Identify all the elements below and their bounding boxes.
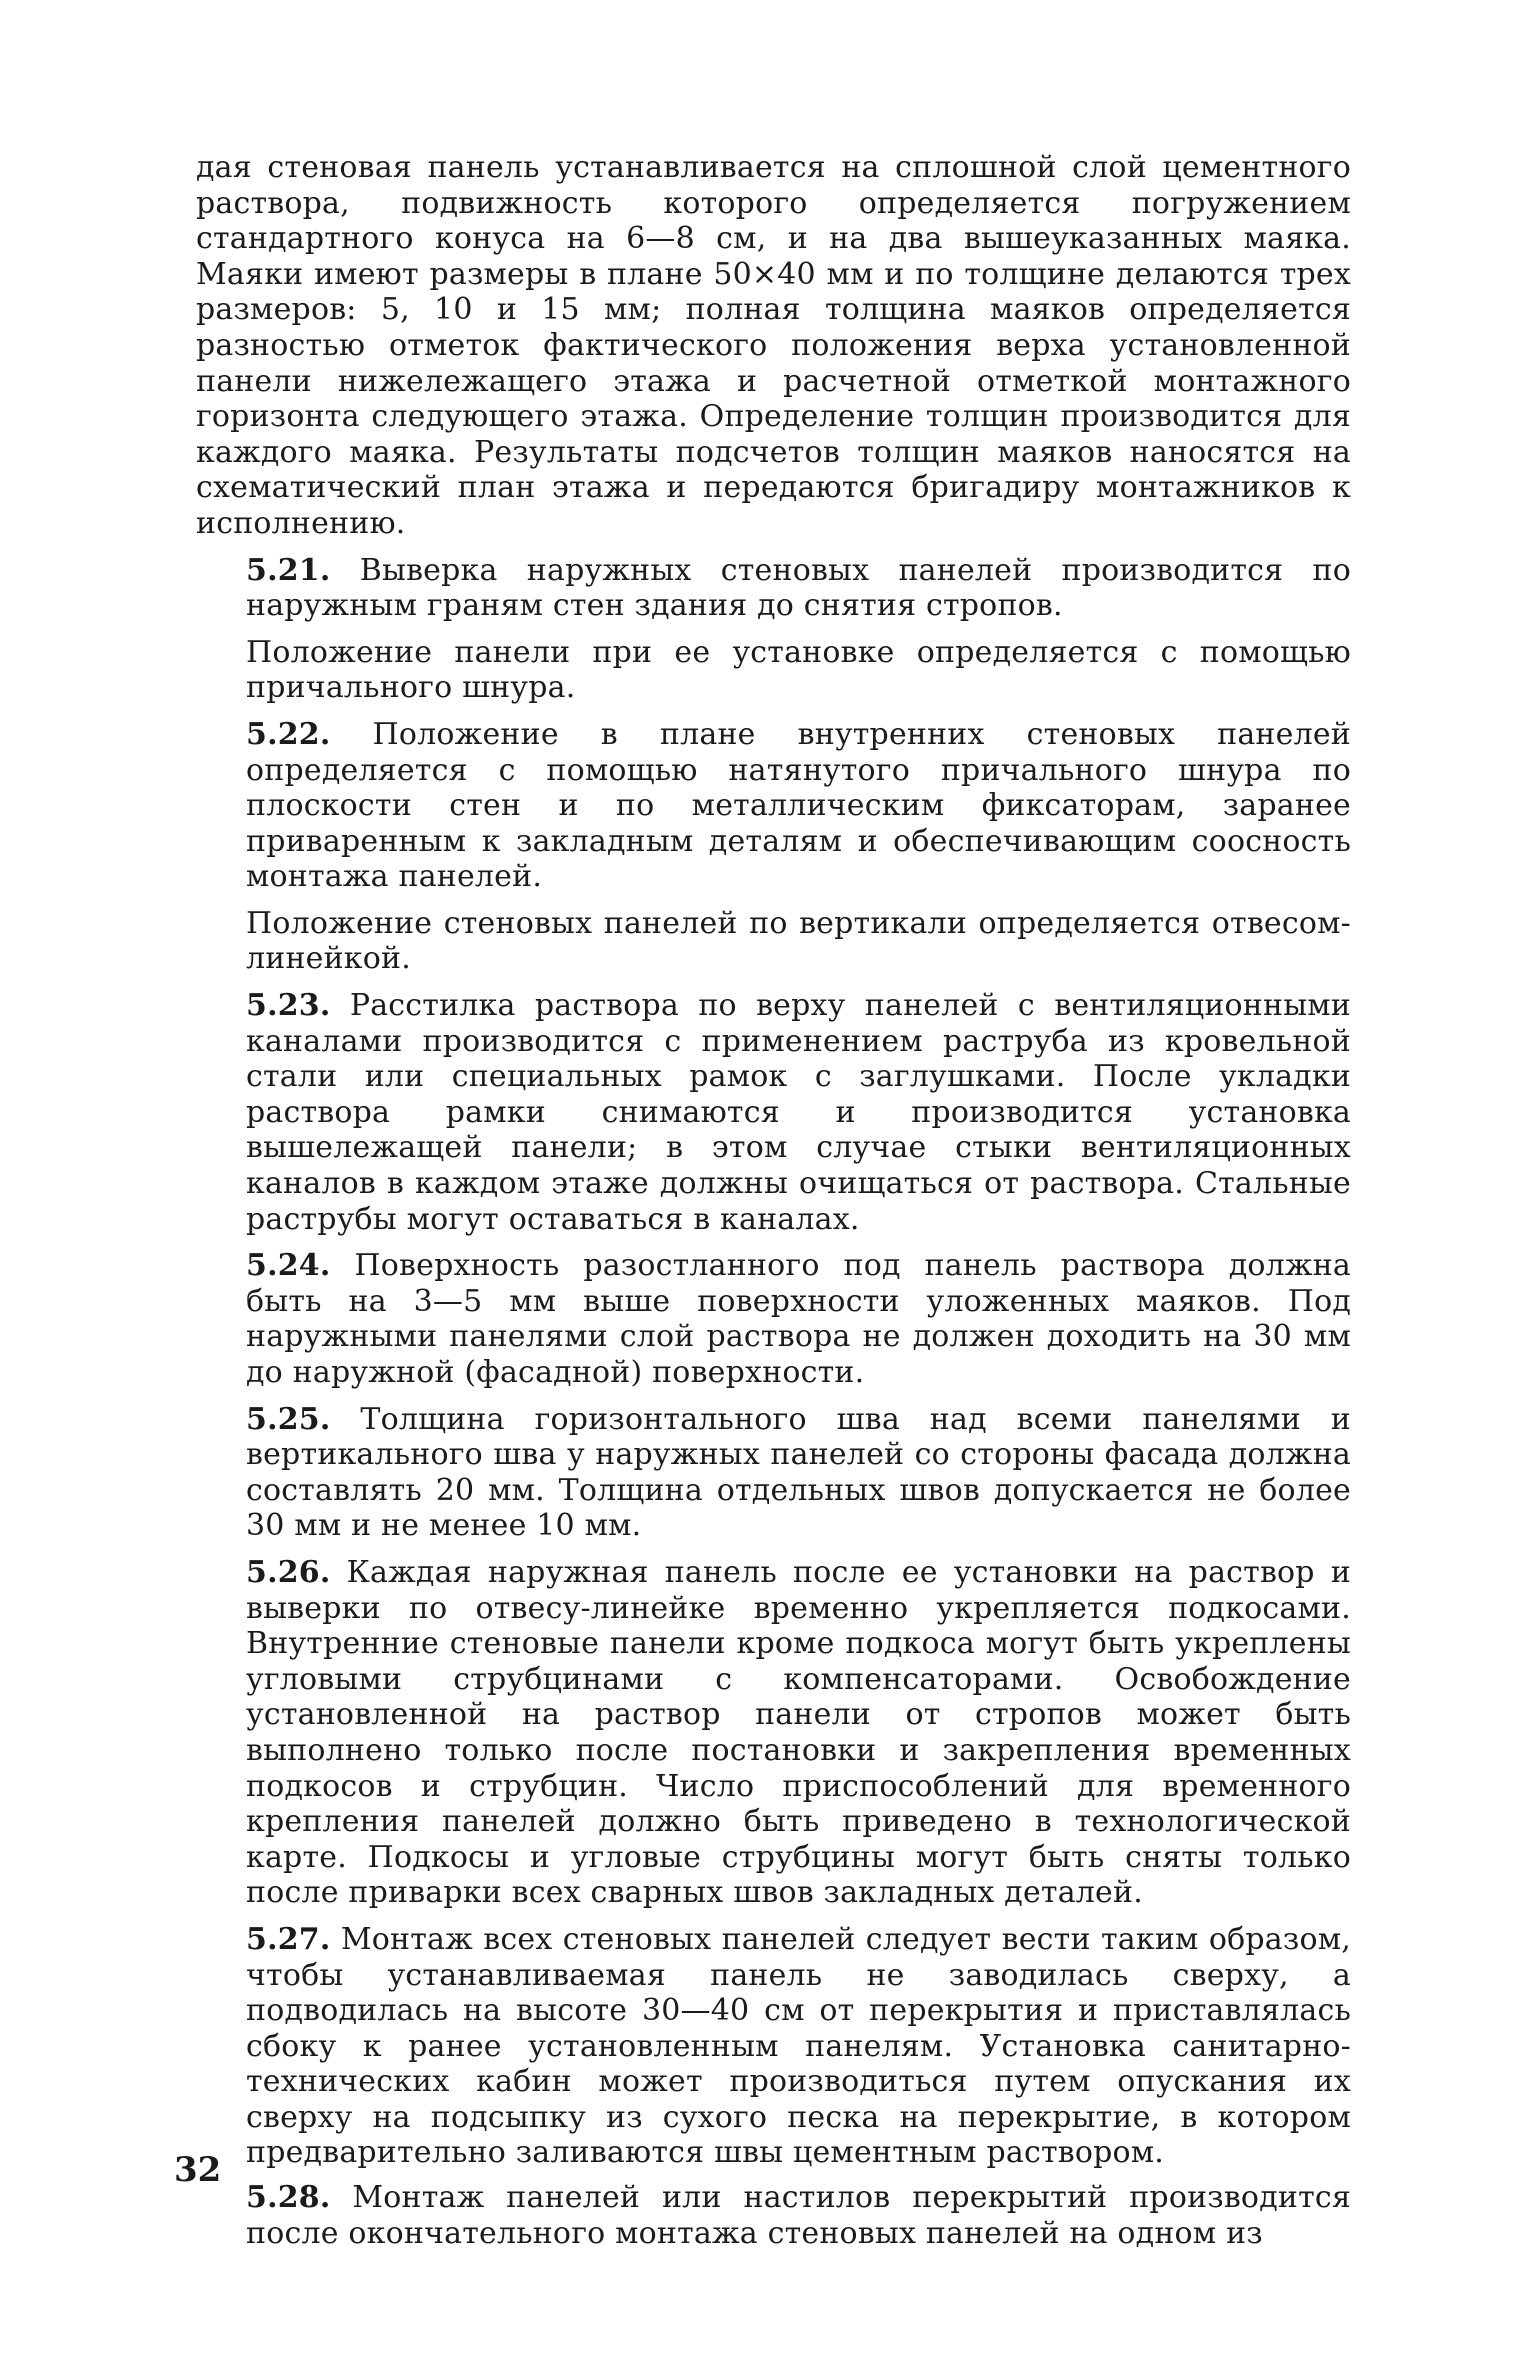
paragraph-text: Толщина горизонтального шва над всеми панелями и вертикального шва у наружных панелей со стороны фасада должна составлять 20 мм. Толщина отдельных швов допускается не более 30 мм и не менее 10 мм. <box>246 1401 1351 1544</box>
paragraph-text: Положение стеновых панелей по вертикали определяется отвесом-линейкой. <box>246 905 1351 977</box>
clause-number: 5.26. <box>246 1554 331 1590</box>
paragraph-5-25 <box>196 1402 1351 1544</box>
clause-number: 5.24. <box>246 1248 331 1284</box>
clause-number: 5.28. <box>246 2180 331 2216</box>
paragraph-text: Выверка наружных стеновых панелей производится по наружным граням стен здания до снятия стропов. <box>246 552 1351 624</box>
paragraph-5-27 <box>196 1922 1351 2171</box>
clause-number: 5.23. <box>246 988 331 1024</box>
paragraph-continuation <box>196 150 1351 542</box>
clause-number: 5.22. <box>246 716 331 752</box>
paragraph-5-22-note <box>196 906 1351 977</box>
paragraph-5-22 <box>196 717 1351 895</box>
clause-number: 5.25. <box>246 1401 331 1437</box>
page-body <box>196 150 1351 2251</box>
paragraph-text: Каждая наружная панель после ее установки на раствор и выверки по отвесу-линейке временно укрепляется подкосами. Внутренние стеновые панели кроме подкоса могут быть укреплены угловыми струбцинами с компенсаторами. Освобождение установленной на раствор панели от стропов может быть выполнено только после постановки и закрепления временных подкосов и струбцин. Число приспособлений для временного крепления панелей должно быть приведено в технологической карте. Подкосы и угловые струбцины могут быть сняты только после приварки всех сварных швов закладных деталей. <box>246 1554 1351 1911</box>
paragraph-5-24 <box>196 1248 1351 1390</box>
paragraph-text: Поверхность разостланного под панель раствора должна быть на 3—5 мм выше поверхности уложенных маяков. Под наружными панелями слой раствора не должен доходить на 30 мм до наружной (фасадной) поверхности. <box>246 1248 1351 1390</box>
paragraph-5-21 <box>196 553 1351 624</box>
paragraph-5-28 <box>196 2180 1351 2251</box>
clause-number: 5.21. <box>246 552 331 588</box>
paragraph-5-23 <box>196 988 1351 1237</box>
paragraph-5-26 <box>196 1555 1351 1911</box>
paragraph-text: Монтаж всех стеновых панелей следует вести таким образом, чтобы устанавливаемая панель не заводилась сверху, а подводилась на высоте 30—40 см от перекрытия и приставлялась сбоку к ранее установленным панелям. Установка санитарно-технических кабин может производиться путем опускания их сверху на подсыпку из сухого песка на перекрытие, в котором предварительно заливаются швы цементным раствором. <box>246 1921 1351 2171</box>
clause-number: 5.27. <box>246 1921 331 1957</box>
paragraph-text: Монтаж панелей или настилов перекрытий производится после окончательного монтажа стеновых панелей на одном из <box>246 2180 1351 2251</box>
page-number: 32 <box>174 2150 222 2190</box>
paragraph-text: Положение панели при ее установке определяется с помощью причального шнура. <box>246 634 1351 706</box>
paragraph-text: дая стеновая панель устанавливается на сплошной слой цементного раствора, подвижность которого определяется погружением стандартного конуса на 6—8 см, и на два вышеуказанных маяка. Маяки имеют размеры в плане 50×40 мм и по толщине делаются трех размеров: 5, 10 и 15 мм; полная толщина маяков определяется разностью отметок фактического положения верха установленной панели нижележащего этажа и расчетной отметкой монтажного горизонта следующего этажа. Определение толщин производится для каждого маяка. Результаты подсчетов толщин маяков наносятся на схематический план этажа и передаются бригадиру монтажников к исполнению. <box>196 150 1351 541</box>
paragraph-5-21-note <box>196 635 1351 706</box>
paragraph-text: Расстилка раствора по верху панелей с вентиляционными каналами производится с применением раструба из кровельной стали или специальных рамок с заглушками. После укладки раствора рамки снимаются и производится установка вышележащей панели; в этом случае стыки вентиляционных каналов в каждом этаже должны очищаться от раствора. Стальные раструбы могут оставаться в каналах. <box>246 988 1351 1237</box>
paragraph-text: Положение в плане внутренних стеновых панелей определяется с помощью натянутого причального шнура по плоскости стен и по металлическим фиксаторам, заранее приваренным к закладным деталям и обеспечивающим соосность монтажа панелей. <box>246 716 1351 895</box>
